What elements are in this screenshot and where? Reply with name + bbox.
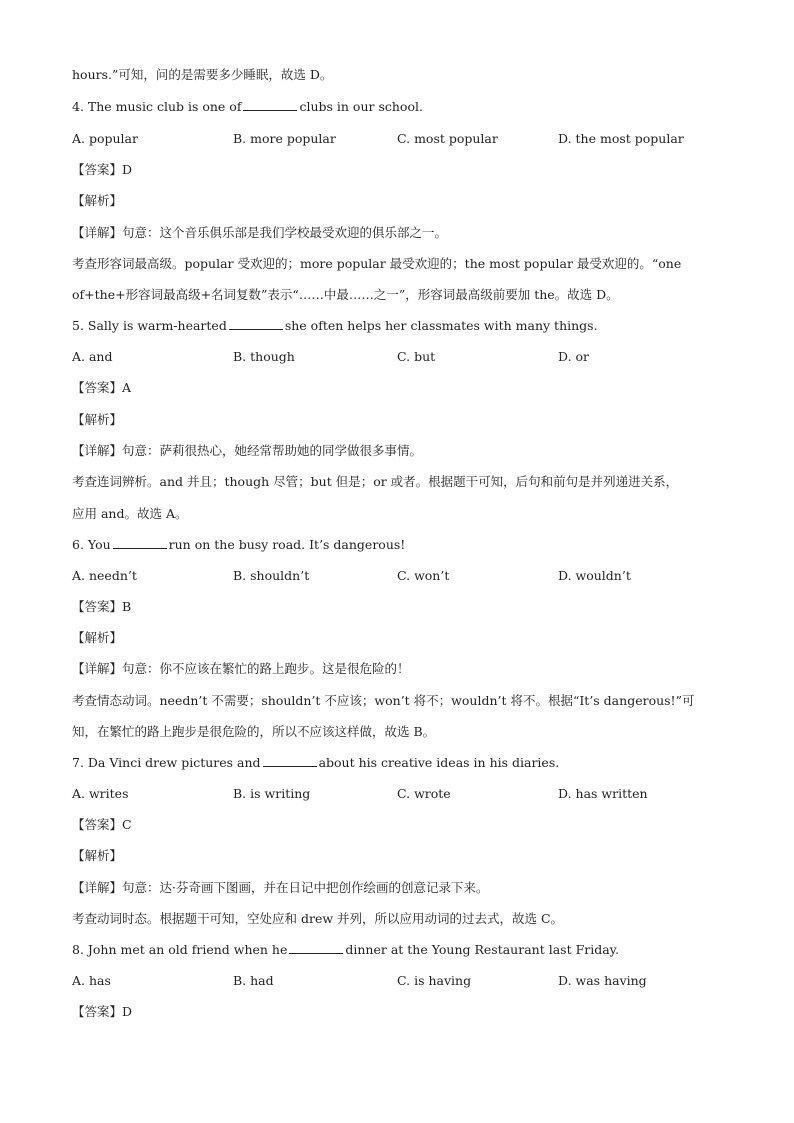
question-stem: 4. The music club is one of — [72, 99, 242, 114]
options-8 — [72, 972, 722, 990]
question-8 — [72, 941, 619, 959]
option-b: B. more popular — [233, 131, 336, 146]
option-a: A. writes — [72, 786, 129, 801]
options-5 — [72, 348, 722, 366]
option-d: D. has written — [558, 786, 648, 801]
options-6 — [72, 567, 722, 585]
option-c: C. most popular — [397, 131, 498, 146]
option-b: B. though — [233, 349, 295, 364]
question-stem: 8. John met an old friend when he — [72, 942, 288, 957]
explanation-line: 应用 and。故选 A。 — [72, 506, 188, 521]
question-stem: dinner at the Young Restaurant last Friday. — [345, 942, 620, 957]
option-b: B. had — [233, 973, 274, 988]
explanation-line: 考查动词时态。根据题干可知，空处应和 drew 并列，所以应用动词的过去式，故选 C。 — [72, 911, 564, 926]
option-d: D. wouldn’t — [558, 568, 631, 583]
answer-label: 【答案】D — [72, 162, 133, 177]
explanation-line: 【详解】句意：达·芬奇画下图画，并在日记中把创作绘画的创意记录下来。 — [72, 880, 489, 895]
analysis-label: 【解析】 — [72, 630, 123, 645]
explanation-line: 【详解】句意：这个音乐俱乐部是我们学校最受欢迎的俱乐部之一。 — [72, 225, 448, 240]
explanation-line: 考查情态动词。needn’t 不需要；shouldn’t 不应该；won’t 将不；wouldn’t 将不。根据“It’s dangerous!”可 — [72, 693, 695, 708]
answer-label: 【答案】D — [72, 1004, 133, 1019]
answer-blank — [229, 317, 283, 330]
question-stem: 5. Sally is warm-hearted — [72, 318, 227, 333]
option-b: B. is writing — [233, 786, 311, 801]
question-stem: 6. You — [72, 537, 111, 552]
answer-blank — [113, 536, 167, 549]
option-c: C. wrote — [397, 786, 451, 801]
option-a: A. popular — [72, 131, 138, 146]
options-7 — [72, 785, 722, 803]
answer-label: 【答案】A — [72, 380, 132, 395]
question-stem: she often helps her classmates with many things. — [284, 318, 598, 333]
question-5 — [72, 317, 598, 335]
answer-blank — [289, 941, 343, 954]
question-stem: clubs in our school. — [299, 99, 423, 114]
text-line: hours.”可知，问的是需要多少睡眠，故选 D。 — [72, 67, 333, 82]
option-a: A. and — [72, 349, 113, 364]
question-6 — [72, 536, 405, 554]
explanation-line: 考查形容词最高级。popular 受欢迎的；more popular 最受欢迎的；the most popular 最受欢迎的。“one — [72, 256, 682, 271]
options-4 — [72, 130, 722, 148]
explanation-line: of+the+形容词最高级+名词复数”表示“……中最……之一”，形容词最高级前要加 the。故选 D。 — [72, 287, 619, 302]
answer-blank — [263, 754, 317, 767]
explanation-line: 【详解】句意：你不应该在繁忙的路上跑步。这是很危险的！ — [72, 661, 410, 676]
option-d: D. the most popular — [558, 131, 684, 146]
explanation-line: 考查连词辨析。and 并且；though 尽管；but 但是；or 或者。根据题干可知，后句和前句是并列递进关系， — [72, 474, 679, 489]
option-b: B. shouldn’t — [233, 568, 310, 583]
question-stem: 7. Da Vinci drew pictures and — [72, 755, 261, 770]
option-d: D. or — [558, 349, 590, 364]
question-stem: run on the busy road. It’s dangerous! — [168, 537, 406, 552]
answer-label: 【答案】C — [72, 817, 132, 832]
question-7 — [72, 754, 559, 772]
option-c: C. is having — [397, 973, 472, 988]
answer-blank — [243, 98, 297, 111]
answer-label: 【答案】B — [72, 599, 132, 614]
question-stem: about his creative ideas in his diaries. — [318, 755, 560, 770]
analysis-label: 【解析】 — [72, 193, 123, 208]
analysis-label: 【解析】 — [72, 848, 123, 863]
option-c: C. but — [397, 349, 436, 364]
option-a: A. needn’t — [72, 568, 137, 583]
explanation-line: 【详解】句意：萨莉很热心，她经常帮助她的同学做很多事情。 — [72, 443, 423, 458]
analysis-label: 【解析】 — [72, 412, 123, 427]
option-c: C. won’t — [397, 568, 450, 583]
question-4 — [72, 98, 423, 116]
option-a: A. has — [72, 973, 111, 988]
option-d: D. was having — [558, 973, 647, 988]
explanation-line: 知，在繁忙的路上跑步是很危险的，所以不应该这样做，故选 B。 — [72, 724, 436, 739]
